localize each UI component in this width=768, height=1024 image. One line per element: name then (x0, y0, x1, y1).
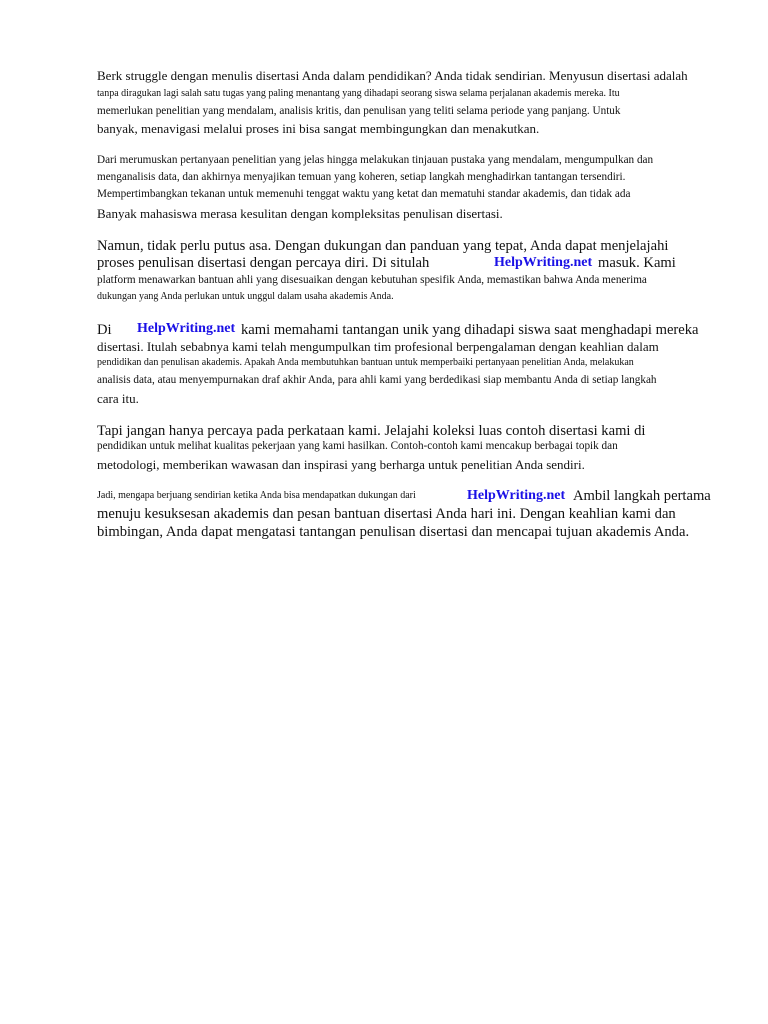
helpwriting-link-1[interactable]: HelpWriting.net (494, 255, 593, 270)
helpwriting-link-2[interactable]: HelpWriting.net (137, 321, 236, 336)
paragraph-3-line-2b: masuk. Kami (598, 255, 676, 271)
paragraph-5-line-3: metodologi, memberikan wawasan dan inspirasi yang berharga untuk penelitian Anda sendiri. (97, 457, 585, 472)
paragraph-5-line-1: Tapi jangan hanya percaya pada perkataan kami. Jelajahi koleksi luas contoh disertasi kami di (97, 423, 646, 439)
paragraph-2-line-2: menganalisis data, dan akhirnya menyajikan temuan yang koheren, setiap langkah menghadirkan tantangan tersendiri. (97, 171, 626, 183)
paragraph-2-line-4: Banyak mahasiswa merasa kesulitan dengan kompleksitas penulisan disertasi. (97, 206, 503, 221)
paragraph-4-line-4: analisis data, atau menyempurnakan draf akhir Anda, para ahli kami yang berdedikasi siap membantu Anda di setiap langkah (97, 374, 657, 386)
paragraph-6-line-3: bimbingan, Anda dapat mengatasi tantangan penulisan disertasi dan mencapai tujuan akademis Anda. (97, 524, 690, 540)
paragraph-1-line-4: banyak, menavigasi melalui proses ini bisa sangat membingungkan dan menakutkan. (97, 121, 540, 136)
helpwriting-link-3[interactable]: HelpWriting.net (467, 488, 566, 503)
paragraph-4-line-1a: Di (97, 322, 112, 338)
paragraph-6-line-1a: Jadi, mengapa berjuang sendirian ketika Anda bisa mendapatkan dukungan dari (97, 490, 416, 501)
paragraph-3-line-1: Namun, tidak perlu putus asa. Dengan dukungan dan panduan yang tepat, Anda dapat menjelajahi (97, 238, 669, 254)
paragraph-2-line-3: Mempertimbangkan tekanan untuk memenuhi tenggat waktu yang ketat dan mematuhi standar akademis, dan tidak ada (97, 188, 631, 200)
paragraph-4-line-3: pendidikan dan penulisan akademis. Apakah Anda membutuhkan bantuan untuk memperbaiki pertanyaan penelitian Anda, melakukan (97, 357, 634, 368)
paragraph-6-line-1b: Ambil langkah pertama (573, 488, 711, 504)
paragraph-1-line-3: memerlukan penelitian yang mendalam, analisis kritis, dan penulisan yang teliti selama periode yang panjang. Untuk (97, 105, 621, 117)
paragraph-2-line-1: Dari merumuskan pertanyaan penelitian yang jelas hingga melakukan tinjauan pustaka yang mendalam, mengumpulkan dan (97, 154, 654, 166)
paragraph-4-line-2: disertasi. Itulah sebabnya kami telah mengumpulkan tim profesional berpengalaman dengan keahlian dalam (97, 339, 659, 354)
paragraph-3-line-3: platform menawarkan bantuan ahli yang disesuaikan dengan kebutuhan spesifik Anda, memastikan bahwa Anda menerima (97, 274, 647, 286)
paragraph-1-line-2: tanpa diragukan lagi salah satu tugas yang paling menantang yang dihadapi seorang siswa selama perjalanan akademis mereka. Itu (97, 88, 620, 99)
paragraph-5-line-2: pendidikan untuk melihat kualitas pekerjaan yang kami hasilkan. Contoh-contoh kami mencakup berbagai topik dan (97, 440, 618, 452)
paragraph-1-line-1: Berk struggle dengan menulis disertasi Anda dalam pendidikan? Anda tidak sendirian. Menyusun disertasi adalah (97, 68, 688, 83)
paragraph-4-line-5: cara itu. (97, 391, 139, 406)
paragraph-3-line-2a: proses penulisan disertasi dengan percaya diri. Di situlah (97, 255, 430, 271)
paragraph-6-line-2: menuju kesuksesan akademis dan pesan bantuan disertasi Anda hari ini. Dengan keahlian kami dan (97, 506, 676, 522)
paragraph-4-line-1b: kami memahami tantangan unik yang dihadapi siswa saat menghadapi mereka (241, 322, 699, 338)
paragraph-3-line-4: dukungan yang Anda perlukan untuk unggul dalam usaha akademis Anda. (97, 291, 394, 302)
